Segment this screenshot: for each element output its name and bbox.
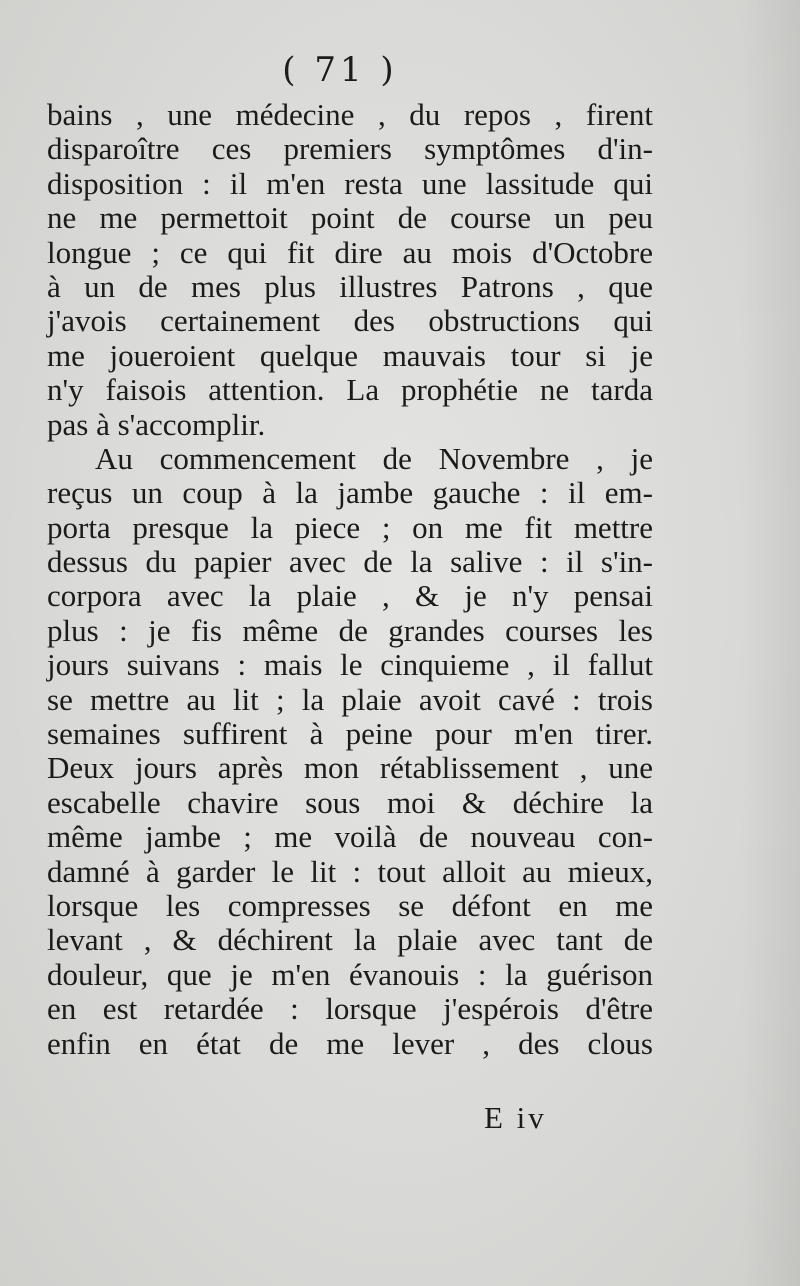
text-line: disparoître ces premiers symptômes d'in-	[47, 131, 653, 167]
text-line-paragraph-start: Au commencement de Novembre , je	[95, 440, 653, 476]
text-line: plus : je fis même de grandes courses les	[47, 612, 653, 648]
text-line: corpora avec la plaie , & je n'y pensai	[47, 578, 653, 614]
text-line: disposition : il m'en resta une lassitude qui	[47, 165, 653, 201]
text-line: semaines suffirent à peine pour m'en tirer.	[47, 716, 653, 752]
text-line: levant , & déchirent la plaie avec tant de	[47, 922, 653, 958]
text-line: bains , une médecine , du repos , firent	[47, 97, 653, 132]
text-line: douleur, que je m'en évanouis : la guérison	[47, 956, 653, 992]
text-line: à un de mes plus illustres Patrons , que	[47, 268, 653, 304]
text-line: jours suivans : mais le cinquieme , il fallut	[47, 647, 653, 683]
text-line: porta presque la piece ; on me fit mettre	[47, 509, 653, 545]
text-line: me joueroient quelque mauvais tour si je	[47, 337, 653, 373]
text-line: j'avois certainement des obstructions qui	[47, 303, 653, 339]
body-text	[47, 98, 653, 1061]
text-line: dessus du papier avec de la salive : il s'in-	[47, 544, 653, 580]
text-line: ne me permettoit point de course un peu	[47, 200, 653, 236]
text-line: escabelle chavire sous moi & déchire la	[47, 784, 653, 820]
text-line: reçus un coup à la jambe gauche : il em-	[47, 475, 653, 511]
text-line: même jambe ; me voilà de nouveau con-	[47, 819, 653, 855]
text-line: longue ; ce qui fit dire au mois d'Octobre	[47, 234, 653, 270]
text-line: lorsque les compresses se défont en me	[47, 887, 653, 923]
page-edge-shadow	[740, 0, 800, 1286]
text-line: Deux jours après mon rétablissement , une	[47, 750, 653, 786]
text-line: enfin en état de me lever , des clous	[47, 1025, 653, 1061]
text-line: se mettre au lit ; la plaie avoit cavé : trois	[47, 681, 653, 717]
text-line: en est retardée : lorsque j'espérois d'être	[47, 991, 653, 1027]
signature-mark: E iv	[484, 1100, 547, 1135]
text-line: damné à garder le lit : tout alloit au mieux,	[47, 853, 653, 889]
text-line: pas à s'accomplir.	[47, 406, 266, 442]
page-number-header: ( 71 )	[282, 50, 398, 90]
text-line: n'y faisois attention. La prophétie ne tarda	[47, 372, 653, 408]
